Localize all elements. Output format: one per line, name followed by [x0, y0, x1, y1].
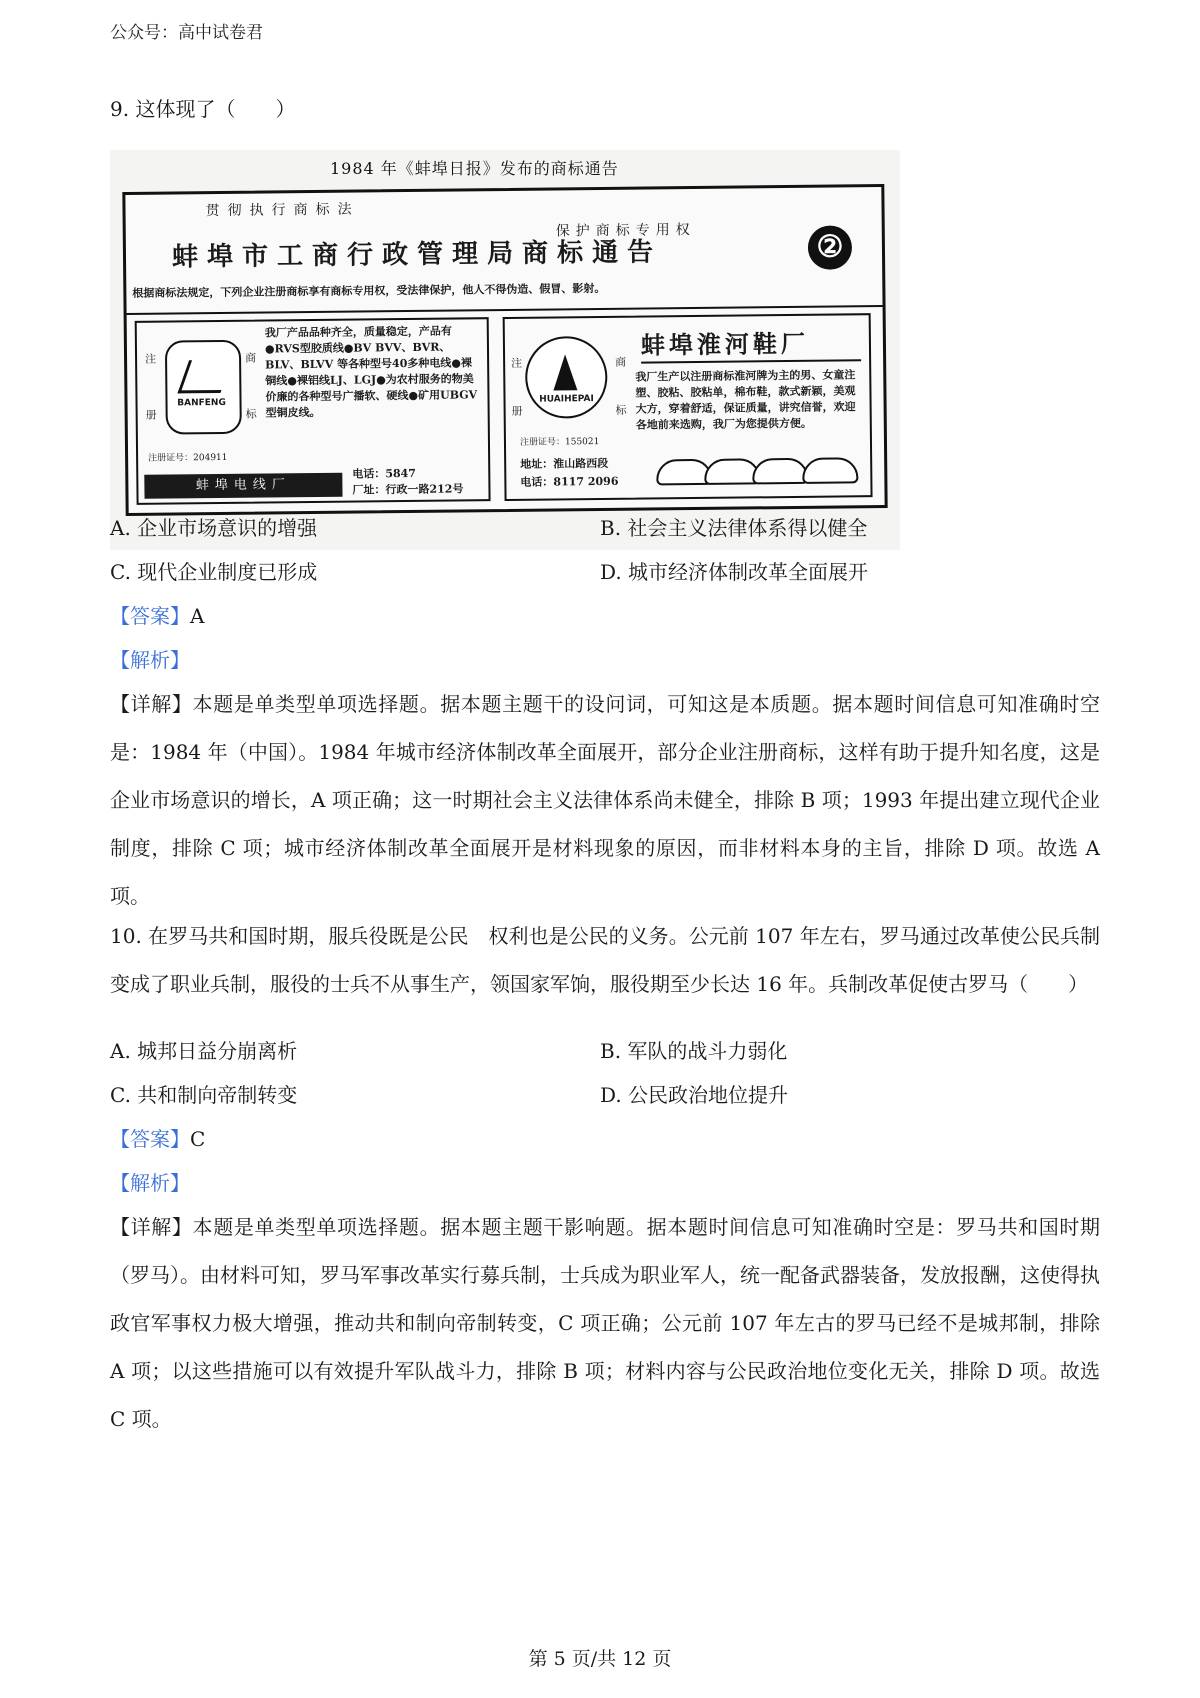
logo-brand: HUAIHEPAI [539, 394, 594, 405]
wire-factory-ad [135, 317, 491, 505]
q10-answer [110, 1124, 205, 1154]
side-char: 注 [145, 352, 157, 366]
answer-value: A [190, 604, 205, 628]
q10-option-c: C. 共和制向帝制转变 [110, 1083, 298, 1107]
q9-option-a: A. 企业市场意识的增强 [110, 516, 318, 540]
page-header: 公众号：高中试卷君 [110, 23, 263, 43]
shoes-illustration [656, 451, 856, 489]
wire-reg-no: 注册证号：204911 [148, 452, 228, 464]
question-10-stem: 10. 在罗马共和国时期，服兵役既是公民 权利也是公民的义务。公元前 107 年左右，罗马通过改革使公民兵制变成了职业兵制，服役的士兵不从事生产，领国家军饷，服役期至少长达 16 年。兵制改革促使古罗马（ ） [110, 924, 1100, 996]
side-char: 册 [511, 404, 523, 418]
notice-box [122, 184, 887, 516]
wire-address: 厂址：行政一路212号 [352, 482, 464, 497]
q10-option-d: D. 公民政治地位提升 [600, 1083, 789, 1107]
huaihe-logo [525, 336, 608, 419]
answer-label: 【答案】 [110, 604, 190, 628]
shoe-address: 地址：淮山路西段 [520, 456, 609, 471]
shoe-reg-no: 注册证号：155021 [519, 437, 600, 448]
question-9-stem: 9. 这体现了（ ） [110, 97, 296, 121]
side-char: 商 [615, 355, 627, 369]
answer-value: C [190, 1127, 206, 1151]
q9-answer [110, 601, 204, 631]
bird-icon [177, 360, 232, 394]
notice-protect-line: 保护商标专用权 [555, 221, 696, 240]
side-char: 标 [245, 407, 257, 421]
q10-explanation: 【详解】本题是单类型单项选择题。据本题主题干影响题。据本题时间信息可知准确时空是：罗马共和国时期（罗马）。由材料可知，罗马军事改革实行募兵制，士兵成为职业军人，统一配备武器装备，发放报酬，这使得执政官军事权力极大增强，推动共和制向帝制转变，C 项正确；公元前 107 年左古的罗马已经不是城邦制，排除 A 项；以这些措施可以有效提升军队战斗力，排除 B 项；材料内容与公民政治地位变化无关，排除 D 项。故选 C 项。 [110, 1215, 1100, 1431]
banfeng-logo [165, 340, 242, 435]
answer-label: 【答案】 [110, 1127, 190, 1151]
shoe-phone: 电话：8117 2096 [520, 474, 619, 489]
q9-explanation: 【详解】本题是单类型单项选择题。据本题主题干的设问词，可知这是本质题。据本题时间信息可知准确时空是：1984 年（中国）。1984 年城市经济体制改革全面展开，部分企业注册商标，这样有助于提升知名度，这是企业市场意识的增长，A 项正确；这一时期社会主义法律体系尚未健全，排除 B 项；1993 年提出建立现代企业制度，排除 C 项；城市经济体制改革全面展开是材料现象的原因，而非材料本身的主旨，排除 D 项。故选 A 项。 [110, 692, 1100, 908]
q9-option-b: B. 社会主义法律体系得以健全 [600, 516, 868, 540]
sail-icon [553, 354, 577, 390]
q9-analysis-label: 【解析】 [110, 648, 190, 672]
side-char: 商 [245, 351, 257, 365]
side-char: 册 [145, 408, 157, 422]
trademark-notice-figure [110, 150, 900, 550]
wire-ad-body: 我厂产品品种齐全，质量稳定，产品有●RVS型胶质线●BV BVV、BVR、BLV、BLVV 等各种型号40多种电线●裸铜线●裸铝线LJ、LGJ●为农村服务的物美价廉的各种型号广播软、硬线●矿用UBGV型铜皮线。 [264, 324, 478, 420]
notice-headline: 蚌埠市工商行政管理局商标通告 [171, 237, 663, 273]
wire-phone: 电话：5847 [352, 466, 416, 481]
notice-subline: 根据商标法规定，下列企业注册商标享有商标专用权，受法律保护，他人不得伪造、假冒、影射。 [132, 281, 606, 300]
side-char: 标 [615, 403, 627, 417]
q10-option-a: A. 城邦日益分崩离析 [110, 1039, 298, 1063]
shoe-ad-body: 我厂生产以注册商标淮河牌为主的男、女童注塑、胶粘、胶粘单，棉布鞋，款式新颖，美观大方，穿着舒适，保证质量，讲究信誉，欢迎各地前来选购，我厂为您提供方便。 [635, 368, 856, 432]
q9-option-d: D. 城市经济体制改革全面展开 [600, 560, 869, 584]
shoe-icon [802, 457, 858, 484]
shoe-factory-ad [503, 313, 873, 501]
notice-law-line: 贯彻执行商标法 [205, 201, 360, 220]
logo-brand: BANFENG [177, 397, 226, 409]
side-char: 注 [511, 356, 523, 370]
q10-option-b: B. 军队的战斗力弱化 [600, 1039, 788, 1063]
shoe-icon [752, 458, 808, 485]
shoe-factory-name: 蚌埠淮河鞋厂 [641, 323, 861, 363]
notice-number: ② [808, 225, 852, 269]
q10-analysis-label: 【解析】 [110, 1171, 190, 1195]
q9-option-c: C. 现代企业制度已形成 [110, 560, 318, 584]
page-footer: 第 5 页/共 12 页 [528, 1648, 672, 1670]
wire-factory-name: 蚌埠电线厂 [144, 473, 342, 499]
figure-title: 1984 年《蚌埠日报》发布的商标通告 [330, 159, 619, 178]
